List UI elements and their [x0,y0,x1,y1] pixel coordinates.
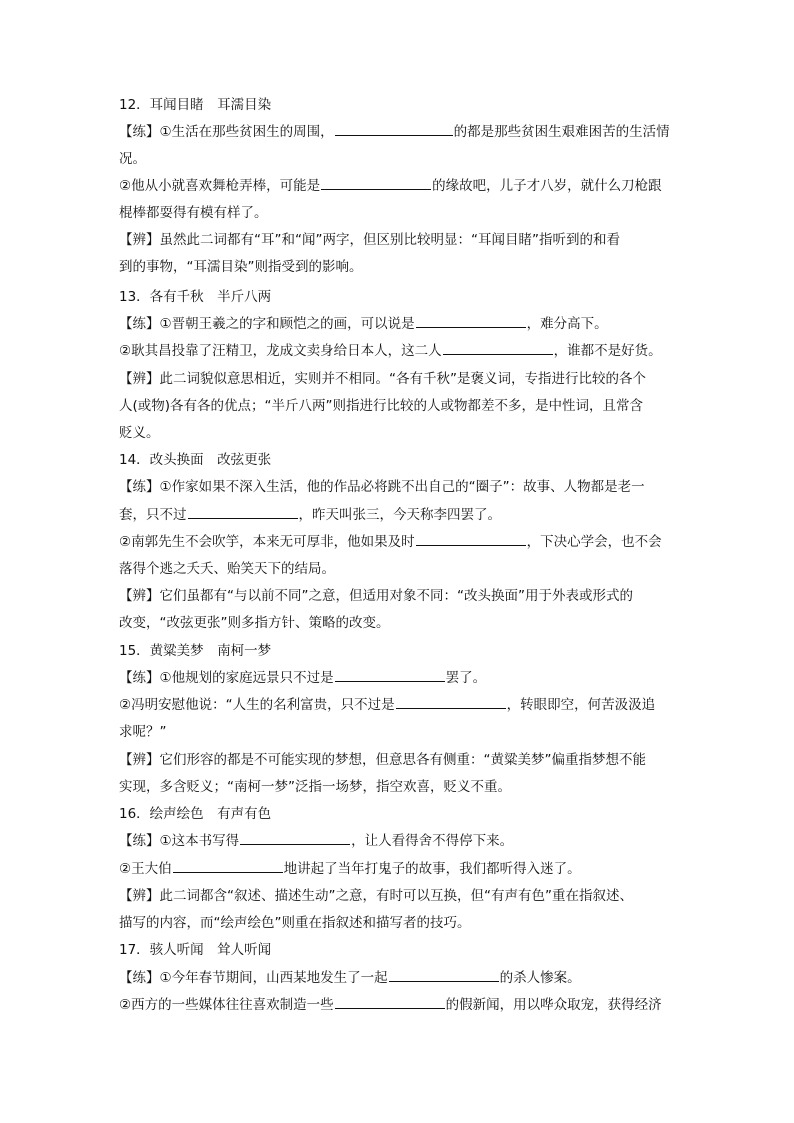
answer-blank[interactable] [396,696,506,709]
answer-blank[interactable] [240,832,350,845]
answer-blank[interactable] [443,342,553,355]
section-title: 15．黄粱美梦 南柯一梦 [119,643,272,659]
section-title: 13．各有千秋 半斤八两 [119,289,272,305]
practice-line: 【练】①晋朝王羲之的字和顾恺之的画，可以说是 ，难分高下。 [119,316,608,332]
explanation-line: 【辨】它们形容的都是不可能实现的梦想，但意思各有侧重：“黄粱美梦”偏重指梦想不能 [119,752,646,768]
answer-blank[interactable] [335,123,453,136]
practice-line-cont: 落得个逃之夭夭、贻笑天下的结局。 [119,561,335,577]
practice-line: ②南郭先生不会吹竽，本来无可厚非，他如果及时 ，下决心学会，也不会 [119,534,662,550]
answer-blank[interactable] [188,506,298,519]
explanation-line: 人(或物)各有各的优点；“半斤八两”则指进行比较的人或物都差不多，是中性词，且常含 [119,398,644,414]
section-title: 12．耳闻目睹 耳濡目染 [119,97,272,113]
practice-line: 【练】①他规划的家庭远景只不过是 罢了。 [119,670,487,686]
practice-line: ②西方的一些媒体往往喜欢制造一些 的假新闻，用以哗众取宠，获得经济 [119,997,662,1013]
practice-line: 【练】①作家如果不深入生活，他的作品必将跳不出自己的“圈子”：故事、人物都是老一 [119,479,645,495]
section-title: 14．改头换面 改弦更张 [119,452,272,468]
practice-line: ②冯明安慰他说：“人生的名利富贵，只不过是 ，转眼即空，何苦汲汲追 [119,697,656,713]
practice-line: 【练】①这本书写得 ，让人看得舍不得停下来。 [119,833,514,849]
answer-blank[interactable] [335,669,445,682]
explanation-line: 到的事物，“耳濡目染”则指受到的影响。 [119,259,363,275]
practice-line: 【练】①生活在那些贫困生的周围， 的都是那些贫困生艰难困苦的生活情 [119,124,670,140]
practice-line: ②他从小就喜欢舞枪弄棒，可能是 的缘故吧，儿子才八岁，就什么刀枪跟 [119,178,662,194]
practice-line: 【练】①今年春节期间，山西某地发生了一起 的杀人惨案。 [119,970,581,986]
explanation-line: 改变，“改弦更张”则多指方针、策略的改变。 [119,615,390,631]
explanation-line: 【辨】此二词都含“叙述、描述生动”之意，有时可以互换，但“有声有色”重在指叙述、 [119,888,633,904]
answer-blank[interactable] [173,860,283,873]
explanation-line: 实现，多含贬义；“南柯一梦”泛指一场梦，指空欢喜，贬义不重。 [119,779,511,795]
explanation-line: 贬义。 [119,425,160,441]
practice-line: ②王大伯 地讲起了当年打鬼子的故事，我们都听得入迷了。 [119,861,581,877]
practice-line: ②耿其昌投靠了汪精卫，龙成文卖身给日本人，这二人 ，谁都不是好货。 [119,343,662,359]
answer-blank[interactable] [335,996,445,1009]
practice-line-cont: 棍棒都耍得有模有样了。 [119,205,268,221]
explanation-line: 【辨】虽然此二词都有“耳”和“闻”两字，但区别比较明显：“耳闻目睹”指听到的和看 [119,232,620,248]
answer-blank[interactable] [389,969,499,982]
section-title: 16．绘声绘色 有声有色 [119,806,272,822]
explanation-line: 描写的内容，而“绘声绘色”则重在指叙述和描写者的技巧。 [119,915,471,931]
answer-blank[interactable] [321,177,431,190]
answer-blank[interactable] [416,315,526,328]
answer-blank[interactable] [416,533,526,546]
practice-line-cont: 求呢？” [119,724,167,740]
practice-line-cont: 套，只不过 ，昨天叫张三，今天称李四罢了。 [119,507,501,523]
practice-line-cont: 况。 [119,151,146,167]
explanation-line: 【辨】它们虽都有“与以前不同”之意，但适用对象不同：“改头换面”用于外表或形式的 [119,588,633,604]
explanation-line: 【辨】此二词貌似意思相近，实则并不相同。“各有千秋”是褒义词，专指进行比较的各个 [119,371,646,387]
section-title: 17．骇人听闻 耸人听闻 [119,942,272,958]
